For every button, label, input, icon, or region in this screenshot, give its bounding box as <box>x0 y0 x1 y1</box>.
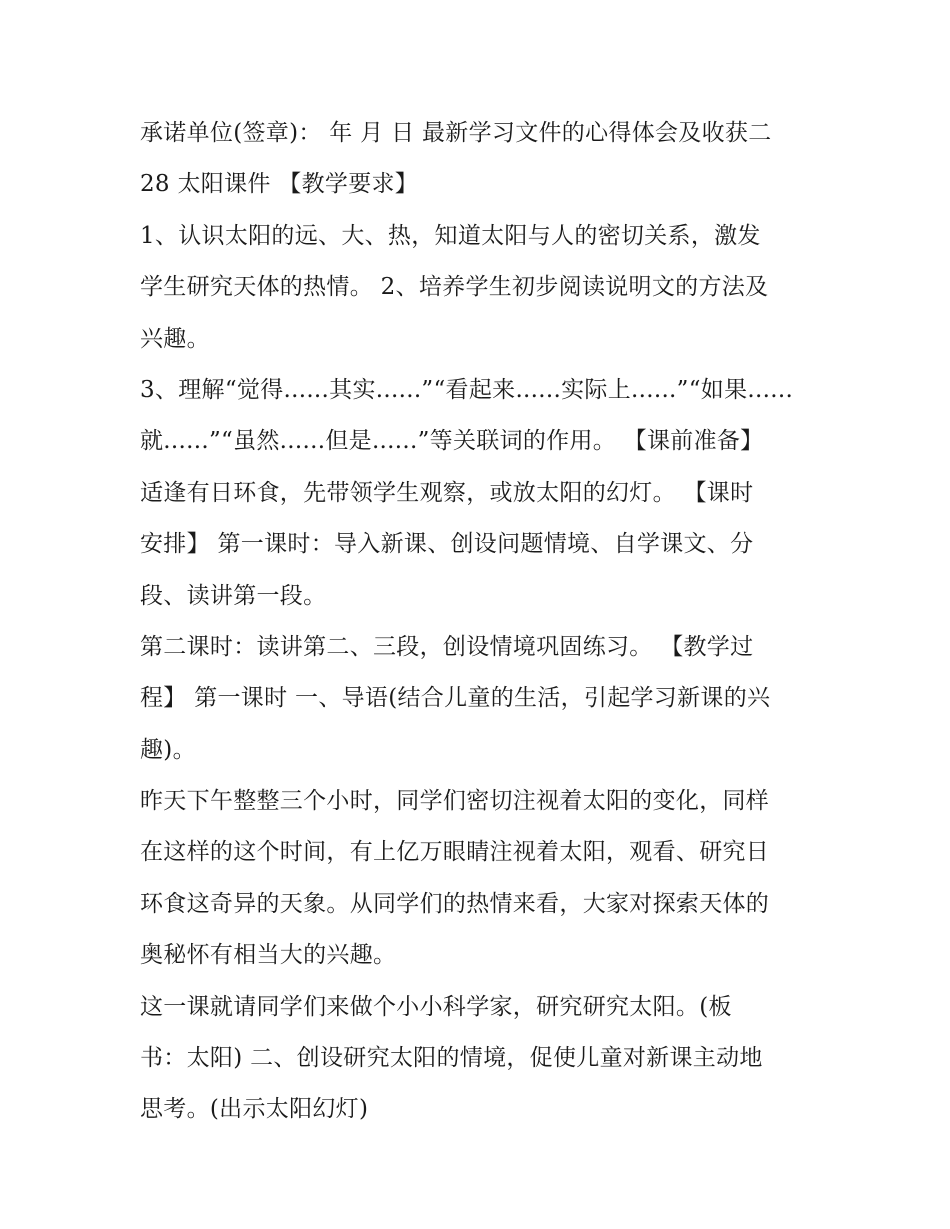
text-line: 这一课就请同学们来做个小小科学家，研究研究太阳。(板 <box>140 993 732 1020</box>
document-body <box>140 108 830 1136</box>
text-line: 28 太阳课件 【教学要求】 <box>140 171 419 198</box>
text-line: 就......”“虽然......但是......”等关联词的作用。 【课前准备】 <box>140 428 764 455</box>
text-line: 承诺单位(签章)： 年 月 日 最新学习文件的心得体会及收获二 <box>140 120 772 146</box>
text-line: 段、读讲第一段。 <box>140 582 327 609</box>
text-line: 程】 第一课时 一、导语(结合儿童的生活，引起学习新课的兴 <box>140 685 771 712</box>
text-line: 环食这奇异的天象。从同学们的热情来看，大家对探索天体的 <box>140 890 770 917</box>
text-line: 适逢有日环食，先带领学生观察，或放太阳的幻灯。 【课时 <box>140 479 754 506</box>
text-line: 昨天下午整整三个小时，同学们密切注视着太阳的变化，同样 <box>140 788 770 815</box>
text-line: 安排】 第一课时：导入新课、创设问题情境、自学课文、分 <box>140 531 754 558</box>
text-line: 1、认识太阳的远、大、热，知道太阳与人的密切关系，激发 <box>140 222 761 249</box>
text-line: 兴趣。 <box>140 325 210 352</box>
text-line: 思考。(出示太阳幻灯) <box>140 1096 369 1123</box>
text-line: 3、理解“觉得......其实......”“看起来......实际上......”“如果...... <box>140 376 794 403</box>
text-line: 第二课时：读讲第二、三段，创设情境巩固练习。 【教学过 <box>140 633 754 660</box>
text-line: 书：太阳) 二、创设研究太阳的情境，促使儿童对新课主动地 <box>140 1045 763 1072</box>
text-line: 学生研究天体的热情。 2、培养学生初步阅读说明文的方法及 <box>140 274 769 301</box>
text-line: 趣)。 <box>140 736 196 763</box>
text-line: 奥秘怀有相当大的兴趣。 <box>140 942 397 969</box>
text-line: 在这样的这个时间，有上亿万眼睛注视着太阳，观看、研究日 <box>140 839 770 866</box>
